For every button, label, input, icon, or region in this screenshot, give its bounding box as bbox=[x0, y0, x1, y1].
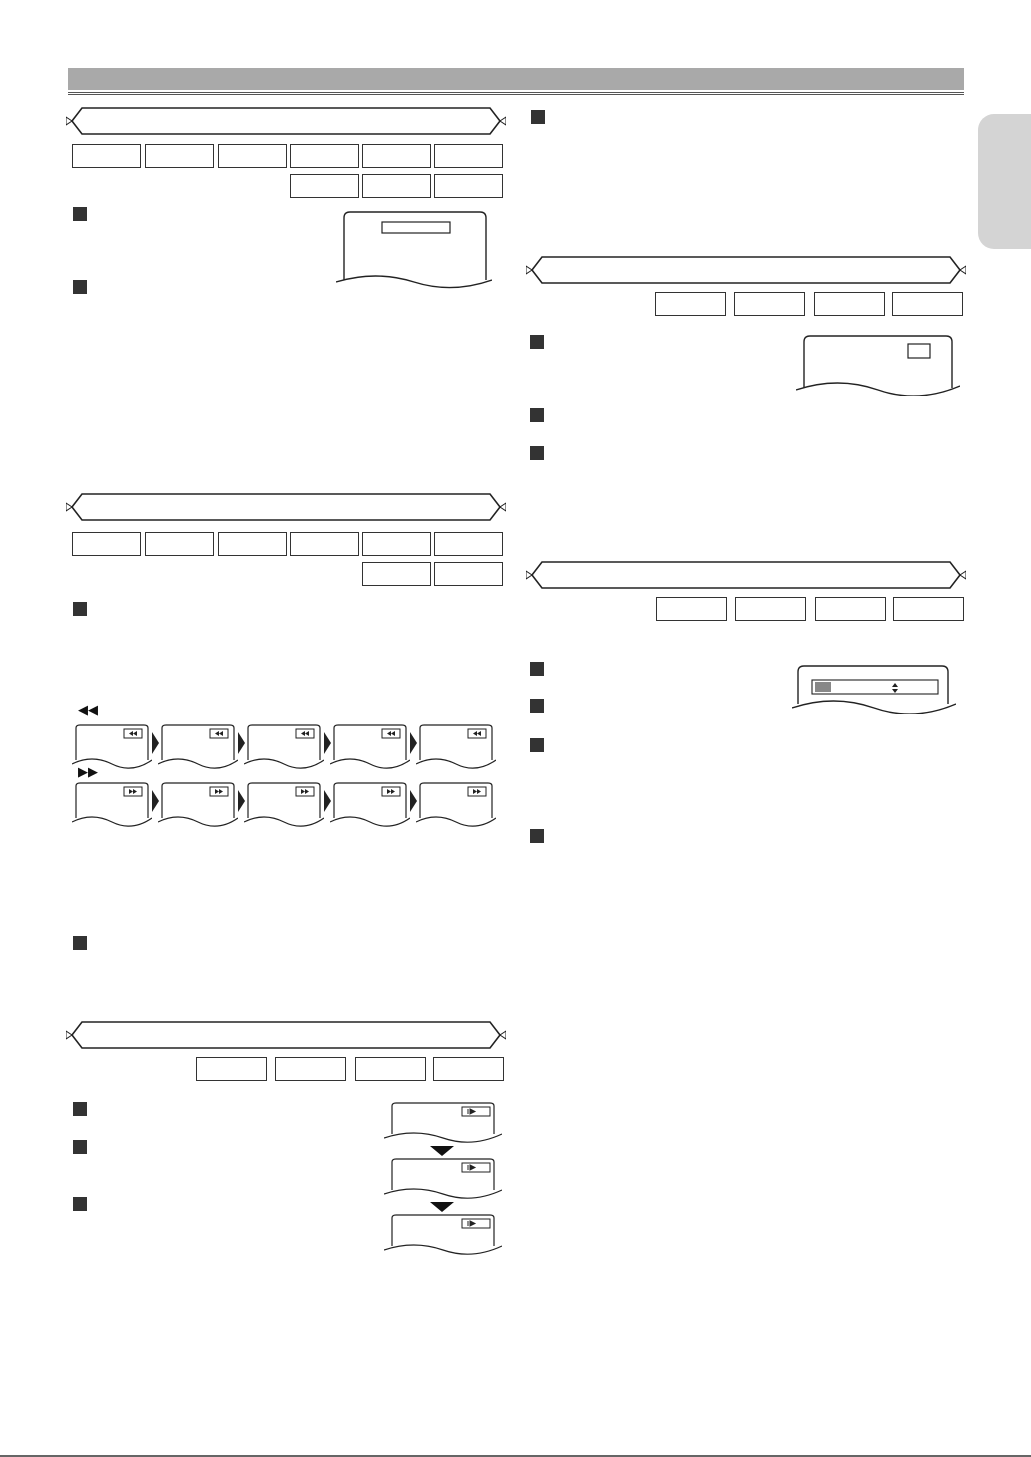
feature-tag bbox=[290, 144, 359, 168]
feature-tag bbox=[362, 532, 431, 556]
step-marker bbox=[530, 335, 544, 349]
fast-forward-speed-frame bbox=[158, 782, 238, 833]
step-marker bbox=[73, 936, 87, 950]
step-marker bbox=[530, 699, 544, 713]
tv-screen-illustration bbox=[336, 210, 492, 290]
step-marker bbox=[73, 1197, 87, 1211]
page-header-rule bbox=[68, 92, 964, 95]
feature-tag bbox=[735, 597, 806, 621]
section-banner-2 bbox=[66, 492, 506, 522]
section-banner-5 bbox=[526, 560, 966, 590]
step-marker bbox=[530, 662, 544, 676]
feature-tag bbox=[72, 144, 141, 168]
step-marker bbox=[73, 280, 87, 294]
feature-tag bbox=[362, 562, 431, 586]
feature-tag bbox=[145, 532, 214, 556]
step-frame bbox=[384, 1102, 502, 1149]
rewind-speed-frame bbox=[416, 724, 496, 775]
feature-tag bbox=[275, 1057, 346, 1081]
step-frame bbox=[384, 1158, 502, 1205]
feature-tag bbox=[434, 144, 503, 168]
step-marker bbox=[73, 207, 87, 221]
fast-forward-speed-frame bbox=[244, 782, 324, 833]
feature-tag bbox=[655, 292, 726, 316]
feature-tag bbox=[218, 532, 287, 556]
feature-tag bbox=[72, 532, 141, 556]
feature-tag bbox=[892, 292, 963, 316]
rewind-icon: ◀◀ bbox=[78, 703, 98, 718]
feature-tag bbox=[196, 1057, 267, 1081]
step-frame-screens bbox=[384, 1102, 502, 1252]
step-frame bbox=[384, 1214, 502, 1261]
feature-tag bbox=[290, 174, 359, 198]
step-marker bbox=[73, 1140, 87, 1154]
step-marker bbox=[73, 1102, 87, 1116]
fast-forward-icon: ▶▶ bbox=[78, 765, 98, 780]
step-marker bbox=[530, 408, 544, 422]
fast-forward-speed-frame bbox=[416, 782, 496, 833]
step-marker bbox=[531, 110, 545, 124]
section-banner-4 bbox=[526, 255, 966, 285]
feature-tag bbox=[290, 532, 359, 556]
down-arrow-icon bbox=[430, 1202, 454, 1212]
feature-tag bbox=[434, 532, 503, 556]
feature-tag bbox=[734, 292, 805, 316]
section-banner-3 bbox=[66, 1020, 506, 1050]
feature-tag bbox=[362, 144, 431, 168]
rewind-speed-frame bbox=[158, 724, 238, 775]
fast-forward-speed-screens bbox=[72, 782, 502, 832]
down-arrow-icon bbox=[430, 1146, 454, 1156]
section-banner-1 bbox=[66, 106, 506, 136]
page-header-bar bbox=[68, 68, 964, 90]
feature-tag bbox=[434, 174, 503, 198]
step-marker bbox=[530, 446, 544, 460]
tv-screen-illustration bbox=[792, 664, 956, 714]
feature-tag bbox=[433, 1057, 504, 1081]
feature-tag bbox=[145, 144, 214, 168]
feature-tag bbox=[434, 562, 503, 586]
feature-tag bbox=[656, 597, 727, 621]
feature-tag bbox=[362, 174, 431, 198]
rewind-speed-frame bbox=[244, 724, 324, 775]
feature-tag bbox=[218, 144, 287, 168]
feature-tag bbox=[814, 292, 885, 316]
feature-tag bbox=[893, 597, 964, 621]
step-marker bbox=[530, 829, 544, 843]
step-marker bbox=[530, 738, 544, 752]
feature-tag bbox=[355, 1057, 426, 1081]
tv-screen-illustration bbox=[796, 334, 960, 396]
step-marker bbox=[73, 602, 87, 616]
language-side-tab bbox=[978, 114, 1031, 249]
feature-tag bbox=[815, 597, 886, 621]
rewind-speed-frame bbox=[330, 724, 410, 775]
rewind-speed-screens bbox=[72, 724, 502, 774]
fast-forward-speed-frame bbox=[330, 782, 410, 833]
fast-forward-speed-frame bbox=[72, 782, 152, 833]
